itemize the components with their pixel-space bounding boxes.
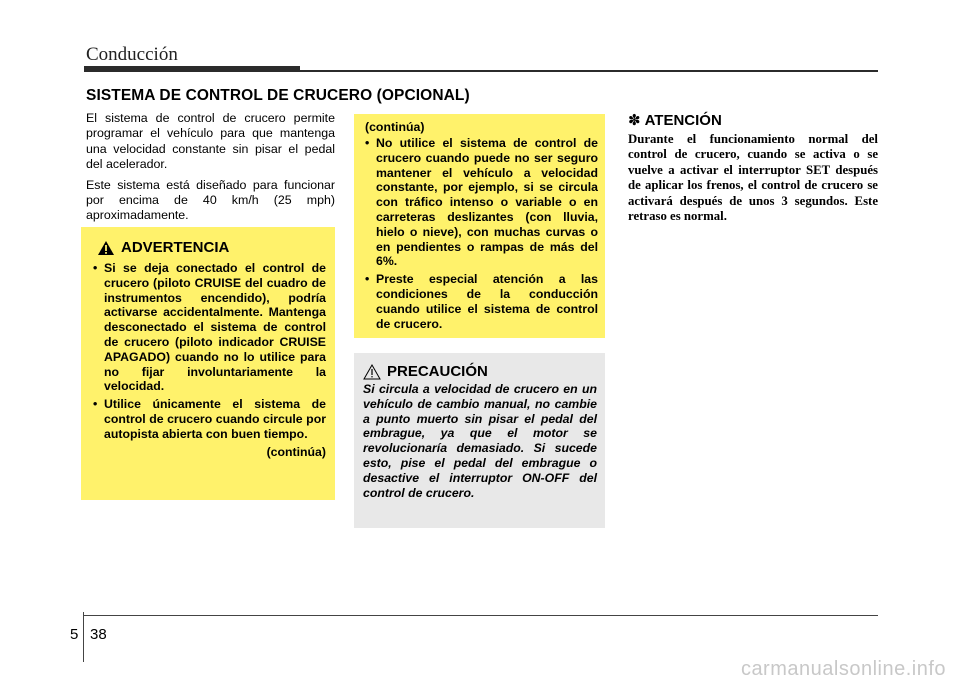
warning-heading — [97, 239, 326, 256]
warning-item: • Utilice únicamente el sistema de control de crucero cuando circule por autopista abierta con buen tiempo. — [91, 397, 326, 441]
watermark: carmanualsonline.info — [740, 658, 946, 680]
chapter-number: 5 — [70, 626, 79, 643]
warning-item: • Si se deja conectado el control de crucero (piloto CRUISE del cuadro de instrumentos encendido), podría activarse accidentalmente. Mantenga desconectado el sistema de control de crucero (piloto indicador CRUISE APAGADO) cuando no lo utilice para no fijar involuntariamente la velocidad. — [91, 261, 326, 394]
continued-item: • Preste especial atención a las condiciones de la conducción cuando utilice el sistema de control de crucero. — [363, 272, 598, 331]
warning-list — [91, 261, 326, 442]
caution-triangle-icon — [363, 364, 381, 380]
caution-box — [354, 353, 605, 528]
caution-heading-label: PRECAUCIÓN — [387, 363, 488, 380]
attention-note — [628, 111, 878, 224]
attention-heading — [628, 111, 878, 129]
continued-list — [363, 136, 598, 331]
header-rule — [300, 70, 878, 72]
attention-text: Durante el funcionamiento normal del control de crucero, cuando se activa o se vuelve a activar el interruptor SET después de aplicar los frenos, el control de crucero se activará después de unos 3 segundos. Este retraso es normal. — [628, 132, 878, 224]
chapter-title: Conducción — [86, 44, 178, 65]
warning-heading-label: ADVERTENCIA — [121, 239, 230, 256]
header-bar — [84, 66, 300, 72]
caution-heading — [363, 363, 597, 380]
asterisk-icon: ✽ — [628, 112, 641, 129]
intro-paragraph-2: Este sistema está diseñado para funcionar por encima de 40 km/h (25 mph) aproximadamente. — [86, 177, 335, 223]
attention-heading-label: ATENCIÓN — [644, 111, 722, 129]
warning-box — [81, 227, 335, 500]
warning-triangle-icon — [97, 240, 115, 256]
section-title: SISTEMA DE CONTROL DE CRUCERO (OPCIONAL) — [86, 87, 470, 104]
caution-text: Si circula a velocidad de crucero en un vehículo de cambio manual, no cambie a punto muerto sin pisar el pedal del embrague, ya que el motor se revolucionaría demasiado. Si sucede esto, pise el pedal del embrague o desactive el interruptor ON-OFF del control de crucero. — [363, 382, 597, 500]
warning-continued: (continúa) — [266, 444, 326, 459]
intro-paragraph-1: El sistema de control de crucero permite programar el vehículo para que mantenga una velocidad constante sin pisar el pedal del acelerador. — [86, 111, 335, 172]
footer-rule — [84, 615, 878, 616]
warning-continued-box — [354, 114, 605, 338]
page-number: 38 — [90, 626, 107, 643]
footer-divider — [83, 612, 84, 662]
intro-text — [86, 111, 335, 229]
continued-heading: (continúa) — [365, 120, 425, 134]
continued-item: • No utilice el sistema de control de crucero cuando puede no ser seguro mantener el vehículo a velocidad constante, por ejemplo, si se circula con tráfico intenso o variable o en carreteras deslizantes (con lluvia, hielo o nieve), con muchas curvas o en pendientes o rampas de más del 6%. — [363, 136, 598, 269]
